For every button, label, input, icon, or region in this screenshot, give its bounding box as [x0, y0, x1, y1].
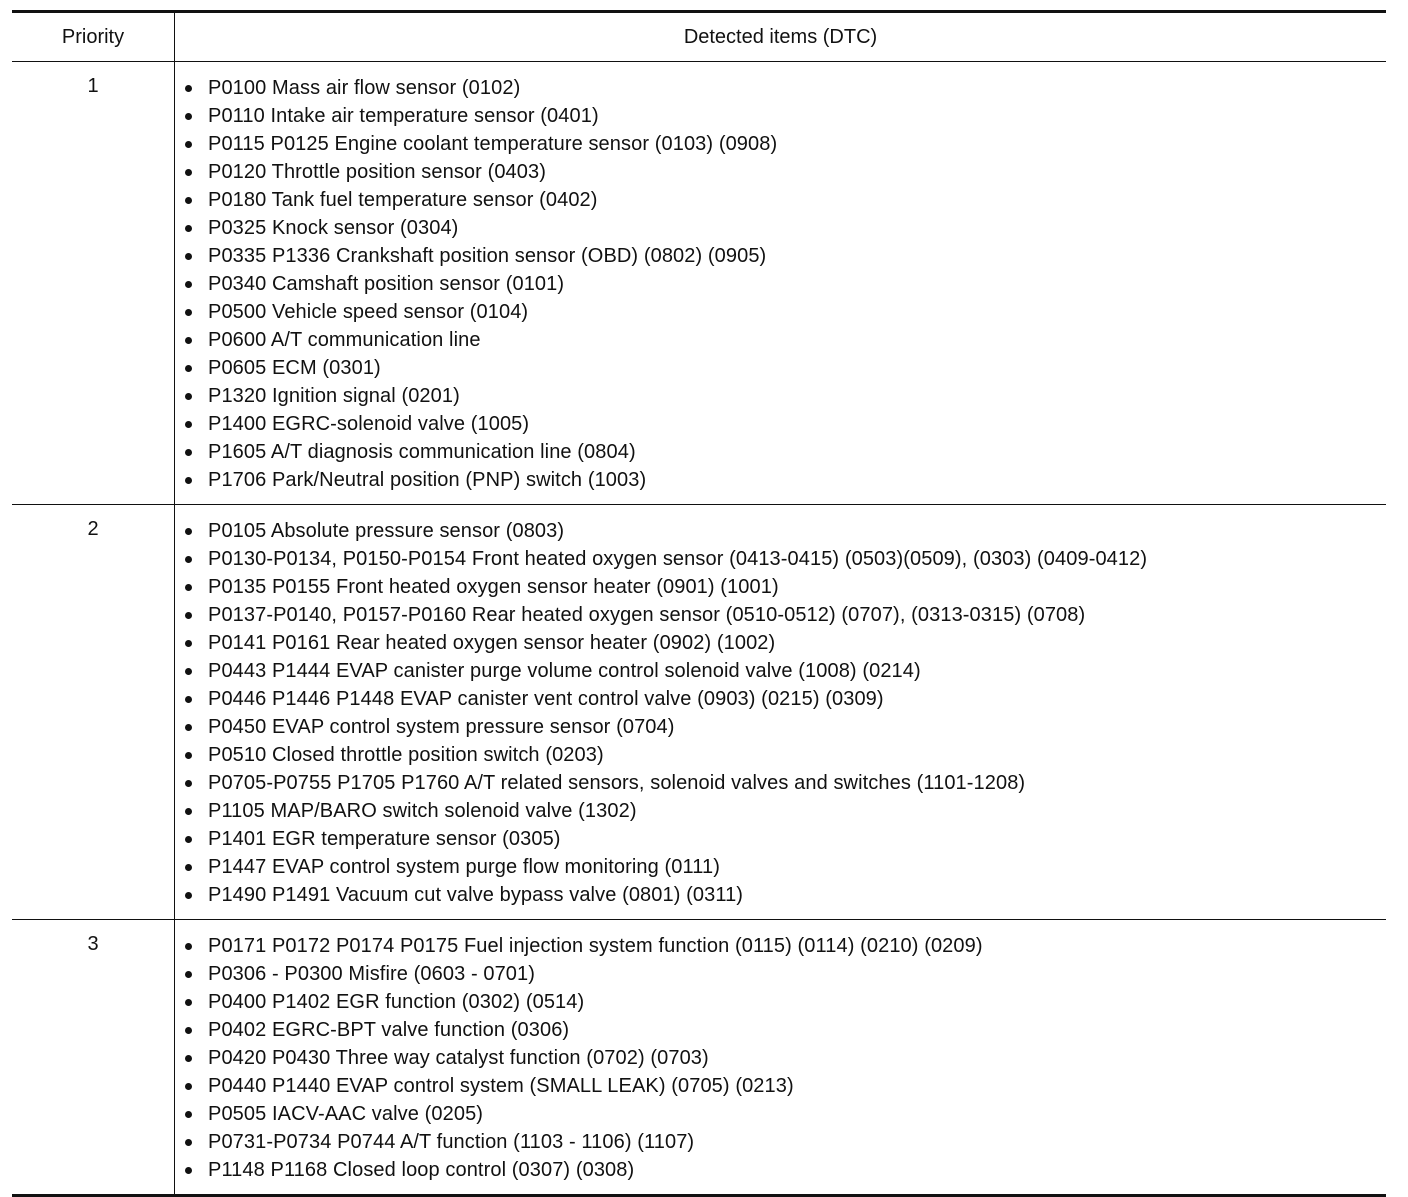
dtc-item-text: P1105 MAP/BARO switch solenoid valve (1302) [208, 800, 637, 822]
bullet-icon [185, 337, 192, 344]
dtc-item-text: P1320 Ignition signal (0201) [208, 385, 460, 407]
dtc-item [175, 657, 1386, 685]
bullet-icon [185, 640, 192, 647]
dtc-item [175, 438, 1386, 466]
dtc-item [175, 1016, 1386, 1044]
bullet-icon [185, 477, 192, 484]
priority-value: 3 [12, 920, 175, 1194]
dtc-item [175, 354, 1386, 382]
dtc-item-text: P0605 ECM (0301) [208, 357, 381, 379]
dtc-item [175, 629, 1386, 657]
bullet-icon [185, 1139, 192, 1146]
dtc-item [175, 797, 1386, 825]
dtc-item-text: P0306 - P0300 Misfire (0603 - 0701) [208, 963, 536, 985]
bullet-icon [185, 449, 192, 456]
dtc-item [175, 270, 1386, 298]
dtc-item-text: P1447 EVAP control system purge flow monitoring (0111) [208, 856, 720, 878]
table-header-row [12, 13, 1386, 61]
dtc-item-text: P0443 P1444 EVAP canister purge volume control solenoid valve (1008) (0214) [208, 660, 921, 682]
dtc-item [175, 932, 1386, 960]
dtc-item-text: P0325 Knock sensor (0304) [208, 217, 459, 239]
bullet-icon [185, 113, 192, 120]
priority-group-3 [12, 919, 1386, 1194]
dtc-item [175, 466, 1386, 494]
dtc-item-text: P1400 EGRC-solenoid valve (1005) [208, 413, 530, 435]
priority-value: 2 [12, 505, 175, 919]
dtc-item [175, 988, 1386, 1016]
bullet-icon [185, 836, 192, 843]
dtc-item-text: P0120 Throttle position sensor (0403) [208, 161, 546, 183]
dtc-item [175, 517, 1386, 545]
dtc-item [175, 186, 1386, 214]
dtc-item [175, 1156, 1386, 1184]
dtc-item-text: P0446 P1446 P1448 EVAP canister vent control valve (0903) (0215) (0309) [208, 688, 884, 710]
bullet-icon [185, 999, 192, 1006]
dtc-item-text: P0400 P1402 EGR function (0302) (0514) [208, 991, 585, 1013]
bullet-icon [185, 253, 192, 260]
priority-group-1 [12, 61, 1386, 504]
bullet-icon [185, 892, 192, 899]
dtc-item [175, 242, 1386, 270]
dtc-item [175, 410, 1386, 438]
dtc-item [175, 545, 1386, 573]
bullet-icon [185, 365, 192, 372]
dtc-list [175, 505, 1386, 919]
dtc-item-text: P0105 Absolute pressure sensor (0803) [208, 520, 565, 542]
dtc-item-text: P1148 P1168 Closed loop control (0307) (0308) [208, 1159, 635, 1181]
dtc-item [175, 158, 1386, 186]
bullet-icon [185, 421, 192, 428]
dtc-item-text: P0171 P0172 P0174 P0175 Fuel injection system function (0115) (0114) (0210) (0209) [208, 935, 983, 957]
bullet-icon [185, 1027, 192, 1034]
dtc-item-text: P0137-P0140, P0157-P0160 Rear heated oxygen sensor (0510-0512) (0707), (0313-0315) (0708) [208, 604, 1086, 626]
dtc-list [175, 62, 1386, 504]
dtc-item-text: P0141 P0161 Rear heated oxygen sensor heater (0902) (1002) [208, 632, 776, 654]
dtc-item [175, 769, 1386, 797]
dtc-item [175, 102, 1386, 130]
bullet-icon [185, 1083, 192, 1090]
dtc-item [175, 741, 1386, 769]
dtc-item-text: P1490 P1491 Vacuum cut valve bypass valve (0801) (0311) [208, 884, 744, 906]
dtc-item [175, 1100, 1386, 1128]
bullet-icon [185, 556, 192, 563]
dtc-item [175, 1128, 1386, 1156]
dtc-item [175, 1072, 1386, 1100]
priority-value: 1 [12, 62, 175, 504]
dtc-item-text: P0402 EGRC-BPT valve function (0306) [208, 1019, 570, 1041]
detected-items-column-header: Detected items (DTC) [683, 26, 878, 48]
dtc-item [175, 685, 1386, 713]
dtc-item-text: P0115 P0125 Engine coolant temperature sensor (0103) (0908) [208, 133, 778, 155]
bullet-icon [185, 724, 192, 731]
bullet-icon [185, 612, 192, 619]
bullet-icon [185, 752, 192, 759]
dtc-item [175, 1044, 1386, 1072]
dtc-item [175, 601, 1386, 629]
dtc-item-text: P0440 P1440 EVAP control system (SMALL LEAK) (0705) (0213) [208, 1075, 794, 1097]
bullet-icon [185, 85, 192, 92]
dtc-item-text: P0110 Intake air temperature sensor (0401) [208, 105, 599, 127]
bullet-icon [185, 197, 192, 204]
bullet-icon [185, 943, 192, 950]
dtc-item-text: P0450 EVAP control system pressure sensor (0704) [208, 716, 675, 738]
dtc-item-text: P0340 Camshaft position sensor (0101) [208, 273, 565, 295]
dtc-item [175, 74, 1386, 102]
dtc-item [175, 825, 1386, 853]
dtc-item [175, 713, 1386, 741]
bullet-icon [185, 1111, 192, 1118]
dtc-item-text: P0130-P0134, P0150-P0154 Front heated oxygen sensor (0413-0415) (0503)(0509), (0303) (0409-0412) [208, 548, 1148, 570]
dtc-item [175, 382, 1386, 410]
dtc-item-text: P1605 A/T diagnosis communication line (0804) [208, 441, 636, 463]
priority-group-2 [12, 504, 1386, 919]
dtc-item [175, 853, 1386, 881]
dtc-item-text: P0335 P1336 Crankshaft position sensor (OBD) (0802) (0905) [208, 245, 767, 267]
dtc-list [175, 920, 1386, 1194]
bullet-icon [185, 668, 192, 675]
bullet-icon [185, 864, 192, 871]
dtc-item-text: P0600 A/T communication line [208, 329, 481, 351]
bullet-icon [185, 309, 192, 316]
bullet-icon [185, 281, 192, 288]
dtc-item [175, 298, 1386, 326]
dtc-item-text: P0510 Closed throttle position switch (0203) [208, 744, 604, 766]
bullet-icon [185, 169, 192, 176]
priority-column-header: Priority [12, 13, 175, 61]
dtc-item-text: P1401 EGR temperature sensor (0305) [208, 828, 561, 850]
dtc-item [175, 960, 1386, 988]
bullet-icon [185, 225, 192, 232]
bullet-icon [185, 1055, 192, 1062]
dtc-item-text: P1706 Park/Neutral position (PNP) switch (1003) [208, 469, 647, 491]
dtc-item [175, 214, 1386, 242]
bullet-icon [185, 393, 192, 400]
dtc-priority-table [12, 10, 1386, 1197]
bullet-icon [185, 808, 192, 815]
dtc-item-text: P0135 P0155 Front heated oxygen sensor heater (0901) (1001) [208, 576, 779, 598]
dtc-item-text: P0705-P0755 P1705 P1760 A/T related sensors, solenoid valves and switches (1101-1208) [208, 772, 1026, 794]
bullet-icon [185, 971, 192, 978]
dtc-item-text: P0100 Mass air flow sensor (0102) [208, 77, 521, 99]
bullet-icon [185, 141, 192, 148]
bullet-icon [185, 696, 192, 703]
dtc-item-text: P0731-P0734 P0744 A/T function (1103 - 1106) (1107) [208, 1131, 695, 1153]
dtc-item [175, 573, 1386, 601]
dtc-item-text: P0180 Tank fuel temperature sensor (0402) [208, 189, 598, 211]
bullet-icon [185, 1167, 192, 1174]
dtc-item-text: P0500 Vehicle speed sensor (0104) [208, 301, 529, 323]
bullet-icon [185, 780, 192, 787]
bullet-icon [185, 584, 192, 591]
dtc-item [175, 326, 1386, 354]
dtc-item-text: P0420 P0430 Three way catalyst function (0702) (0703) [208, 1047, 709, 1069]
dtc-item [175, 130, 1386, 158]
bullet-icon [185, 528, 192, 535]
dtc-item [175, 881, 1386, 909]
dtc-item-text: P0505 IACV-AAC valve (0205) [208, 1103, 484, 1125]
